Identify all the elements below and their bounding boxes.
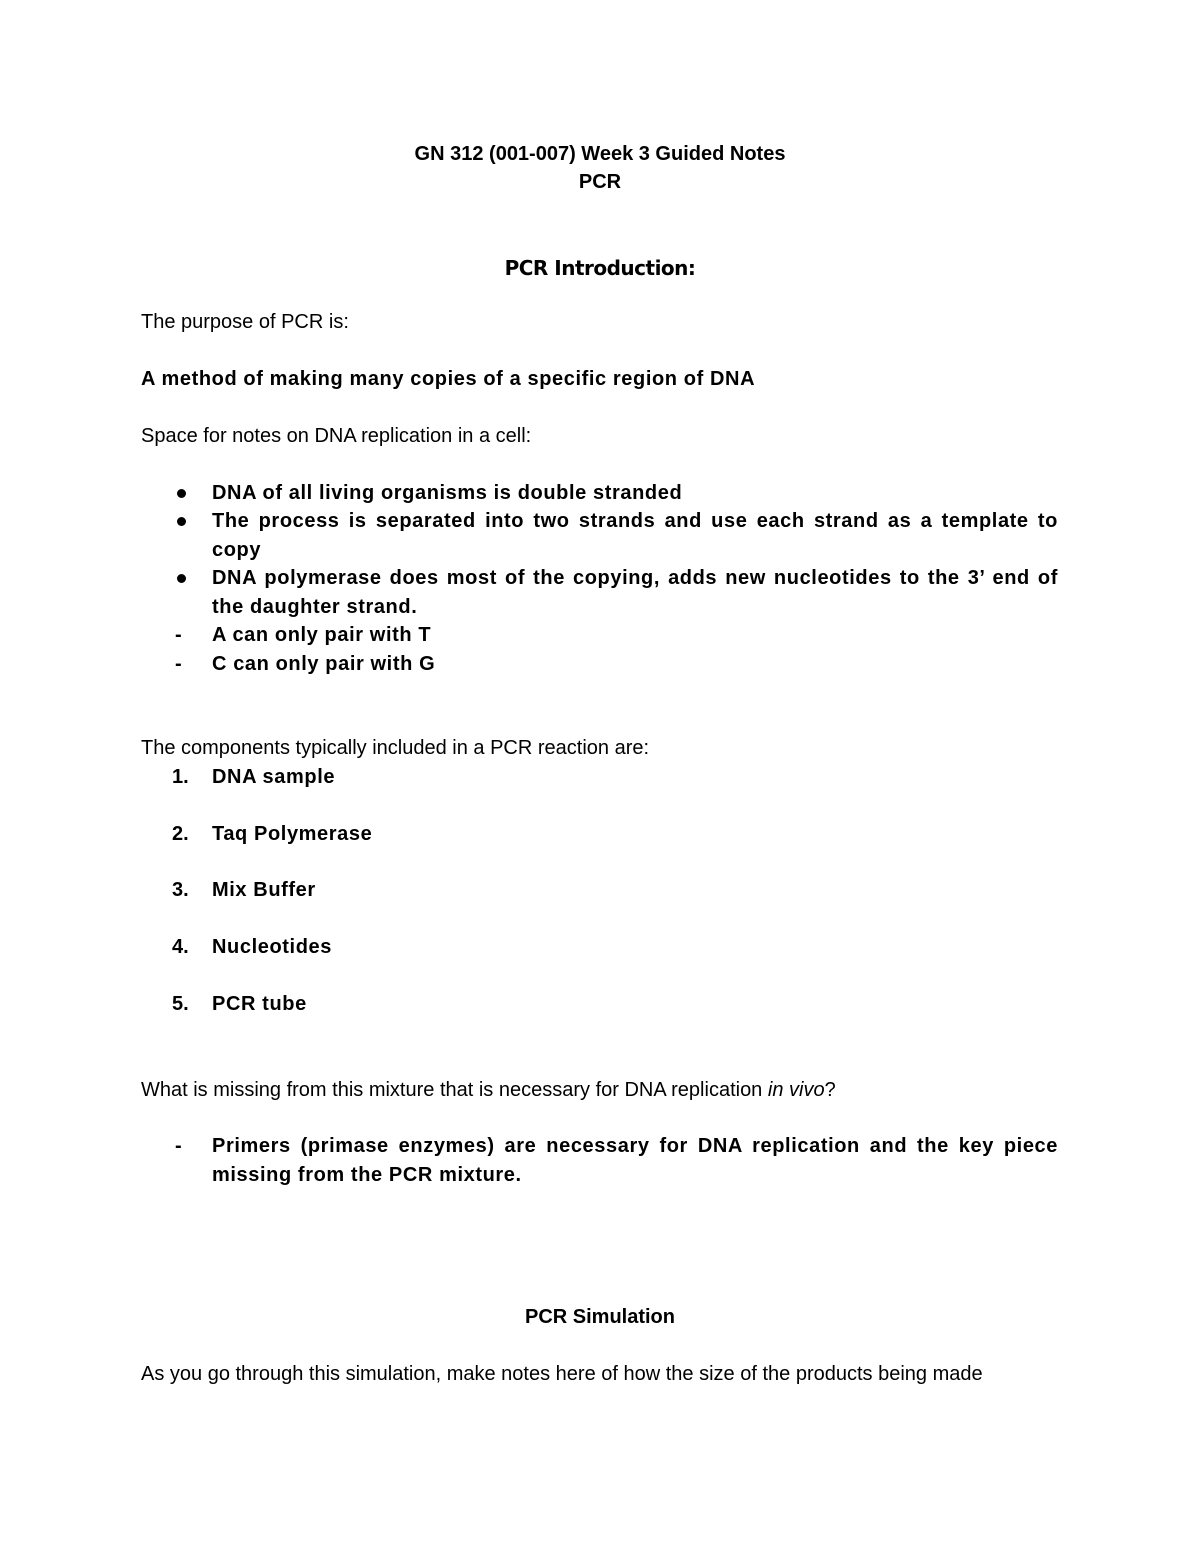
replication-prompt: Space for notes on DNA replication in a cell: xyxy=(141,425,532,447)
question-text: What is missing from this mixture that is necessary for DNA replication xyxy=(141,1079,768,1101)
item-number: 5. xyxy=(172,993,189,1015)
simulation-heading: PCR Simulation xyxy=(524,1306,675,1328)
item-number: 1. xyxy=(172,766,189,788)
simulation-prompt: As you go through this simulation, make notes here of how the size of the products being made xyxy=(141,1363,983,1385)
document-title: GN 312 (001-007) Week 3 Guided Notes xyxy=(414,143,786,165)
list-item-text: DNA of all living organisms is double stranded xyxy=(212,482,683,504)
list-item-text-continued: copy xyxy=(212,538,262,561)
item-text: PCR tube xyxy=(212,993,307,1015)
intro-heading: PCR Introduction: xyxy=(504,256,696,280)
answer-text: Primers (primase enzymes) are necessary for DNA replication and the key piece xyxy=(212,1135,1058,1157)
bullet-icon xyxy=(177,489,186,498)
list-item-text: A can only pair with T xyxy=(212,624,432,646)
document-subtitle: PCR xyxy=(578,171,622,193)
purpose-answer: A method of making many copies of a specific region of DNA xyxy=(141,368,756,390)
item-text: Taq Polymerase xyxy=(212,823,373,845)
question-mark: ? xyxy=(824,1079,836,1101)
dash-marker: - xyxy=(175,1135,182,1157)
list-item-text: C can only pair with G xyxy=(212,653,436,675)
bullet-icon xyxy=(177,517,186,526)
dash-marker: - xyxy=(175,653,182,675)
dash-marker: - xyxy=(175,624,182,646)
question-italic-term: in vivo xyxy=(767,1079,825,1101)
list-item-text: DNA polymerase does most of the copying, adds new nucleotides to the 3’ end of xyxy=(212,567,1058,589)
answer-text-continued: missing from the PCR mixture. xyxy=(212,1163,522,1186)
item-text: Mix Buffer xyxy=(212,879,316,901)
bullet-icon xyxy=(177,574,186,583)
item-number: 3. xyxy=(172,879,189,901)
item-number: 2. xyxy=(172,823,189,845)
list-item-text: The process is separated into two strands and use each strand as a template to xyxy=(212,510,1058,532)
list-item-text-continued: the daughter strand. xyxy=(212,595,418,618)
item-text: Nucleotides xyxy=(212,936,332,958)
purpose-prompt: The purpose of PCR is: xyxy=(141,311,349,333)
item-number: 4. xyxy=(172,936,189,958)
item-text: DNA sample xyxy=(212,766,336,788)
components-prompt: The components typically included in a PCR reaction are: xyxy=(141,737,650,759)
missing-question xyxy=(141,1076,836,1104)
